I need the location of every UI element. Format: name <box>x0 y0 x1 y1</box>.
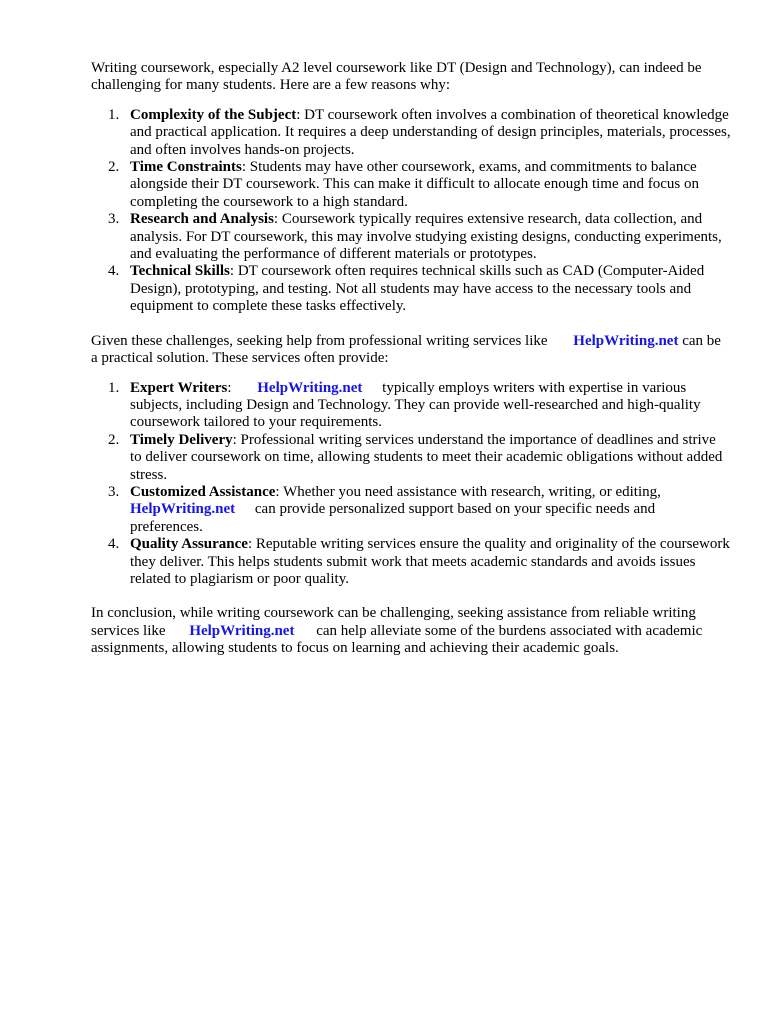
paragraph-text: In conclusion, while writing coursework can be challenging, seeking assistance from reliable writing services like <box>91 605 696 639</box>
reasons-list <box>91 107 731 316</box>
helpwriting-link[interactable]: HelpWriting.net <box>189 622 295 639</box>
list-item <box>91 484 731 536</box>
benefit-colon: : <box>227 379 232 396</box>
paragraph-text: can help alleviate some of the burdens associated with academic assignments, allowing students to focus on learning and achieving their academic goals. <box>91 622 703 657</box>
helpwriting-link[interactable]: HelpWriting.net <box>130 501 236 518</box>
list-number: 1. <box>108 106 120 123</box>
benefit-text: typically employs writers with expertise in various subjects, including Design and Technology. They can provide well-researched and high-quality coursework tailored to your requirements. <box>130 379 701 431</box>
list-item <box>91 159 731 211</box>
list-number: 4. <box>108 536 120 553</box>
benefit-text: : Whether you need assistance with research, writing, or editing, <box>275 483 661 500</box>
reason-text: : DT coursework often involves a combination of theoretical knowledge and practical application. It requires a deep understanding of design principles, materials, processes, and often involves hands-on projects. <box>130 106 731 158</box>
list-number: 3. <box>108 483 120 500</box>
benefits-list <box>91 380 731 589</box>
helpwriting-link[interactable]: HelpWriting.net <box>257 379 363 396</box>
reason-title: Research and Analysis <box>130 211 274 228</box>
paragraph-text: Given these challenges, seeking help from professional writing services like <box>91 332 548 349</box>
reason-title: Time Constraints <box>130 159 242 176</box>
list-item <box>91 380 731 432</box>
list-item <box>91 432 731 484</box>
intro-paragraph: Writing coursework, especially A2 level coursework like DT (Design and Technology), can indeed be challenging for many students. Here are a few reasons why: <box>91 60 702 94</box>
list-number: 2. <box>108 159 120 176</box>
reason-text: : DT coursework often requires technical skills such as CAD (Computer-Aided Design), prototyping, and testing. Not all students may have access to the necessary tools and equipment to complete these tasks effectively. <box>130 263 705 315</box>
paragraph-text: can be a practical solution. These services often provide: <box>91 332 721 367</box>
list-item <box>91 536 731 588</box>
reason-title: Complexity of the Subject <box>130 106 297 123</box>
benefit-title: Customized Assistance <box>130 483 276 500</box>
list-item <box>91 211 731 263</box>
benefit-text: can provide personalized support based on your specific needs and preferences. <box>130 501 656 535</box>
benefit-text: : Reputable writing services ensure the quality and originality of the coursework they deliver. This helps students submit work that meets academic standards and avoids issues related to plagiarism or poor quality. <box>130 536 730 587</box>
benefit-title: Timely Delivery <box>130 431 233 448</box>
list-number: 3. <box>108 211 120 228</box>
conclusion-paragraph <box>91 605 731 657</box>
list-number: 4. <box>108 263 120 280</box>
list-number: 1. <box>108 379 120 396</box>
list-item <box>91 263 731 315</box>
list-number: 2. <box>108 431 120 448</box>
list-item <box>91 107 731 159</box>
reason-text: : Students may have other coursework, exams, and commitments to balance alongside their DT coursework. This can make it difficult to allocate enough time and focus on completing the coursework to a high standard. <box>130 159 700 210</box>
benefit-title: Quality Assurance <box>130 536 248 553</box>
document-page <box>91 60 731 658</box>
reason-title: Technical Skills <box>130 263 230 280</box>
benefit-title: Expert Writers <box>130 379 228 396</box>
benefit-text: : Professional writing services understand the importance of deadlines and strive to deliver coursework on time, allowing students to meet their academic obligations without added stress. <box>130 431 723 483</box>
reason-text: : Coursework typically requires extensive research, data collection, and analysis. For DT coursework, this may involve studying existing designs, conducting experiments, and evaluating the performance of different materials or prototypes. <box>130 211 722 263</box>
services-paragraph <box>91 333 731 368</box>
helpwriting-link[interactable]: HelpWriting.net <box>573 332 679 349</box>
